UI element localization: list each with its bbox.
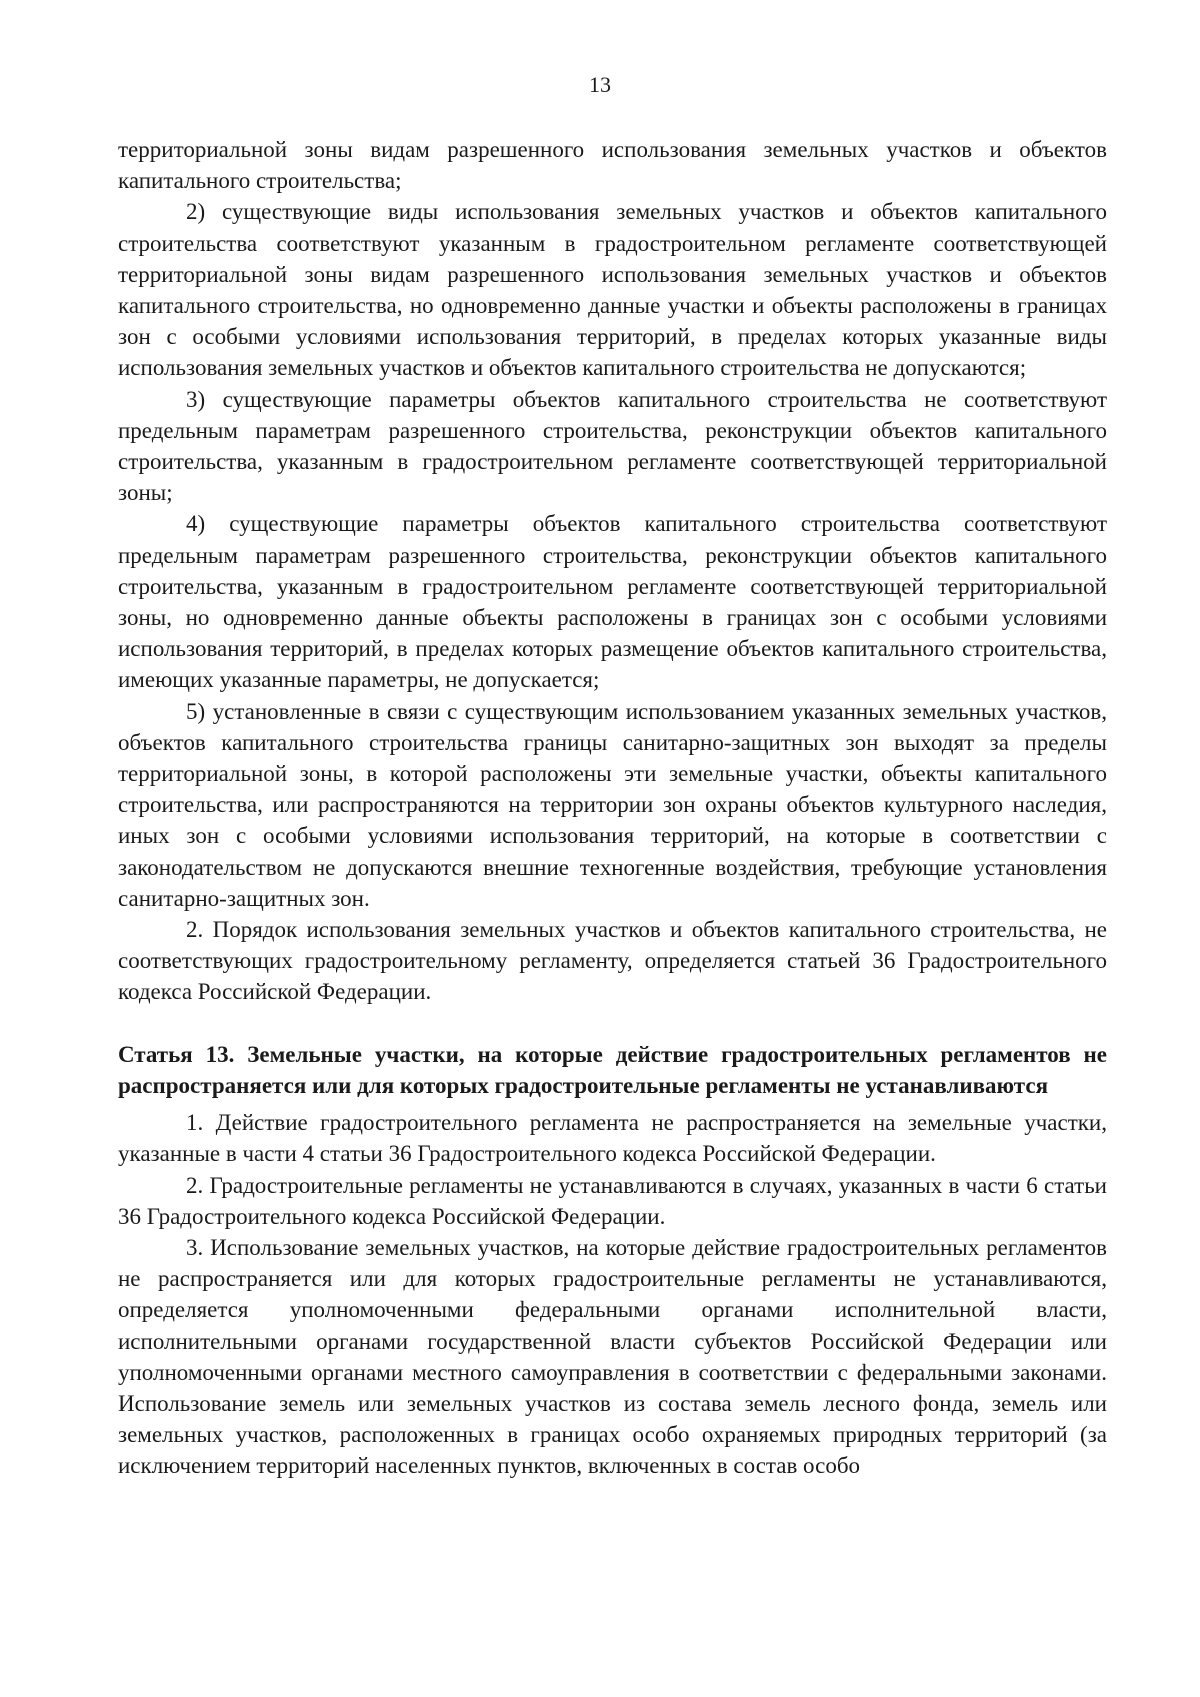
article-13-clause-2: 2. Градостроительные регламенты не устанавливаются в случаях, указанных в части 6 статьи 36 Градостроительного кодекса Российской Федерации. bbox=[118, 1172, 1107, 1229]
article-13-heading: Статья 13. Земельные участки, на которые действие градостроительных регламентов не распространяется или для которых градостроительные регламенты не устанавливаются bbox=[118, 1041, 1107, 1098]
document-body bbox=[118, 134, 1107, 1482]
article-13-clause-1: 1. Действие градостроительного регламента не распространяется на земельные участки, указанные в части 4 статьи 36 Градостроительного кодекса Российской Федерации. bbox=[118, 1110, 1107, 1167]
page-number: 13 bbox=[589, 72, 611, 97]
paragraph-item-5: 5) установленные в связи с существующим использованием указанных земельных участков, объектов капитального строительства границы санитарно-защитных зон выходят за пределы территориальной зоны, в которой расположены эти земельные участки, объекты капитального строительства, или распространяются на территории зон охраны объектов культурного наследия, иных зон с особыми условиями использования территорий, на которые в соответствии с законодательством не допускаются внешние техногенные воздействия, требующие установления санитарно-защитных зон. bbox=[118, 698, 1107, 911]
article-13-clause-3: 3. Использование земельных участков, на которые действие градостроительных регламентов не распространяется или для которых градостроительные регламенты не устанавливаются, определяется уполномоченными федеральными органами исполнительной власти, исполнительными органами государственной власти субъектов Российской Федерации или уполномоченными органами местного самоуправления в соответствии с федеральными законами. Использование земель или земельных участков из состава земель лесного фонда, земель или земельных участков, расположенных в границах особо охраняемых природных территорий (за исключением территорий населенных пунктов, включенных в состав особо bbox=[118, 1234, 1107, 1479]
paragraph-item-3: 3) существующие параметры объектов капитального строительства не соответствуют предельным параметрам разрешенного строительства, реконструкции объектов капитального строительства, указанным в градостроительном регламенте соответствующей территориальной зоны; bbox=[118, 386, 1107, 506]
paragraph-continuation: территориальной зоны видам разрешенного использования земельных участков и объектов капитального строительства; bbox=[118, 137, 1107, 194]
paragraph-item-4: 4) существующие параметры объектов капитального строительства соответствуют предельным параметрам разрешенного строительства, реконструкции объектов капитального строительства, указанным в градостроительном регламенте соответствующей территориальной зоны, но одновременно данные объекты расположены в границах зон с особыми условиями использования территорий, в пределах которых размещение объектов капитального строительства, имеющих указанные параметры, не допускается; bbox=[118, 511, 1107, 693]
paragraph-item-2: 2) существующие виды использования земельных участков и объектов капитального строительства соответствуют указанным в градостроительном регламенте соответствующей территориальной зоны видам разрешенного использования земельных участков и объектов капитального строительства, но одновременно данные участки и объекты расположены в границах зон с особыми условиями использования территорий, в пределах которых указанные виды использования земельных участков и объектов капитального строительства не допускаются; bbox=[118, 199, 1107, 381]
paragraph-clause-2: 2. Порядок использования земельных участков и объектов капитального строительства, не соответствующих градостроительному регламенту, определяется статьей 36 Градостроительного кодекса Российской Федерации. bbox=[118, 917, 1107, 1005]
